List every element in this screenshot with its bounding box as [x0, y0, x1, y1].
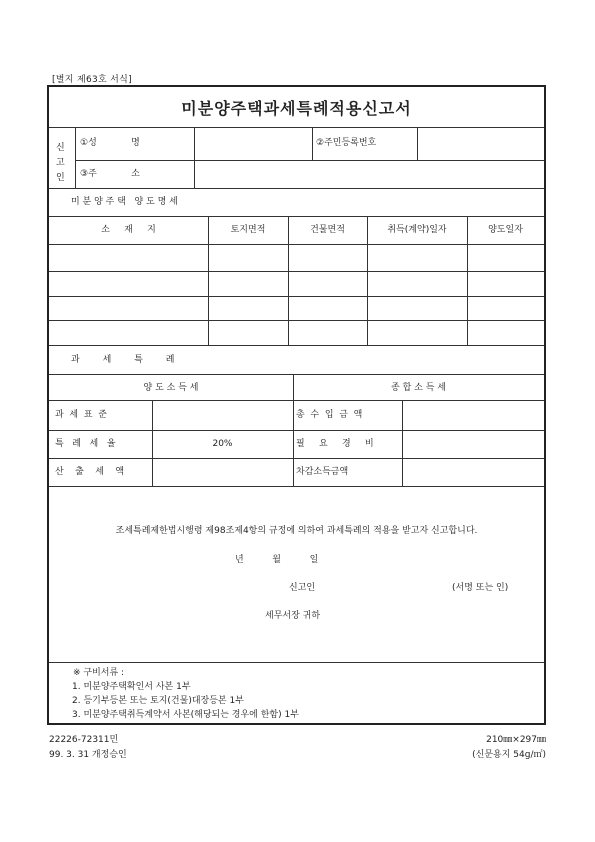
computed-tax-label: 산 출 세 액: [55, 467, 125, 477]
net-income-label: 차감소득금액: [296, 467, 349, 477]
divider: [312, 127, 313, 160]
form-code: 22226-72311민: [49, 735, 119, 745]
reg-no-field[interactable]: [418, 128, 543, 159]
approval-note: 99. 3. 31 개정승인: [49, 750, 127, 760]
special-rate-value[interactable]: 20%: [212, 439, 233, 449]
table-row[interactable]: [49, 271, 544, 296]
transfer-heading: 미 분 양 주 택 양 도 명 세: [71, 197, 178, 207]
col-acquisition-date: 취득(계약)일자: [387, 225, 447, 235]
applicant-sign-label: 신고인: [289, 583, 316, 593]
tax-base-label: 과 세 표 준: [55, 410, 107, 420]
reg-no-label: ②주민등록번호: [316, 138, 377, 148]
divider: [49, 216, 544, 217]
attachment-item: 2. 등기부등본 또는 토지(건물)대장등본 1부: [72, 696, 244, 706]
declaration-statement: 조세특례제한법시행령 제98조제4항의 규정에 의하여 과세특례의 적용을 받고자 신고합니다.: [115, 526, 478, 536]
global-income-header: 종 합 소 득 세: [391, 383, 446, 393]
attachments-heading: ※ 구비서류 :: [73, 668, 125, 678]
attachment-item: 3. 미분양주택취득계약서 사본(해당되는 경우에 한함) 1부: [72, 710, 299, 720]
applicant-group-char: 신: [56, 143, 65, 153]
divider: [49, 345, 544, 346]
form-title: 미분양주택과세특례적용신고서: [181, 99, 412, 118]
address-field[interactable]: [195, 161, 543, 187]
divider: [49, 374, 544, 375]
divider: [49, 188, 544, 189]
net-income-field[interactable]: [403, 459, 543, 485]
applicant-group-char: 인: [56, 173, 65, 183]
tax-heading: 과 세 특 례: [71, 355, 175, 365]
capital-gains-header: 양 도 소 득 세: [143, 383, 199, 393]
attachment-item: 1. 미분양주택확인서 사본 1부: [72, 682, 191, 692]
form-frame: [47, 85, 546, 725]
col-building-area: 건물면적: [310, 225, 345, 235]
date-line: 년 월 일: [235, 555, 319, 565]
divider: [75, 127, 76, 188]
paper-size: 210㎜×297㎜: [486, 735, 546, 745]
divider: [49, 662, 544, 663]
table-row[interactable]: [49, 320, 544, 345]
gross-income-field[interactable]: [403, 401, 543, 429]
expenses-label: 필 요 경 비: [296, 439, 374, 449]
paper-spec: (신문용지 54g/㎡): [472, 750, 546, 760]
col-location: 소 재 지: [101, 225, 156, 235]
table-row[interactable]: [49, 244, 544, 271]
gross-income-label: 총 수 입 금 액: [296, 410, 363, 420]
address-label: ③주 소: [80, 169, 140, 179]
applicant-group-label: [56, 141, 65, 186]
special-rate-label: 특 례 세 율: [55, 439, 116, 449]
table-row[interactable]: [49, 296, 544, 320]
signature-hint: (서명 또는 인): [452, 583, 509, 593]
name-label: ①성 명: [80, 138, 140, 148]
addressee: 세무서장 귀하: [265, 611, 321, 621]
name-field[interactable]: [195, 128, 311, 159]
col-transfer-date: 양도일자: [488, 225, 523, 235]
signature-field[interactable]: [334, 577, 444, 599]
expenses-field[interactable]: [403, 431, 543, 457]
form-label: [별지 제63호 서식]: [52, 75, 132, 85]
applicant-group-char: 고: [56, 158, 65, 168]
divider: [49, 486, 544, 487]
col-land-area: 토지면적: [230, 225, 266, 235]
